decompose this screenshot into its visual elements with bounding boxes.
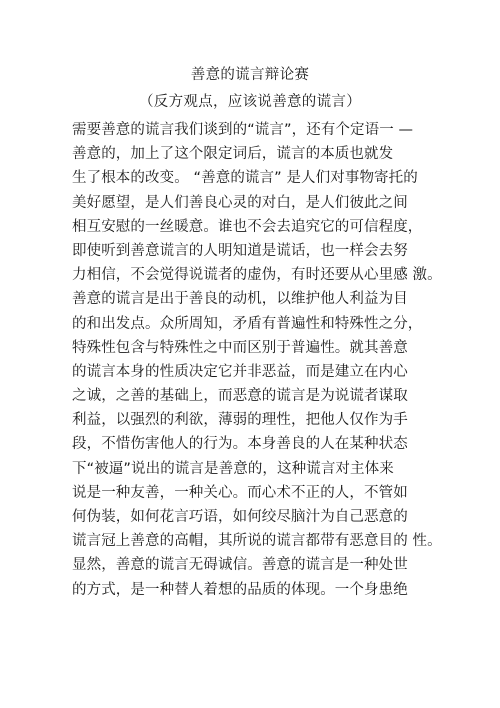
body-text-line: 谎言冠上善意的高帽，其所说的谎言都带有恶意目的 性。	[72, 533, 442, 550]
document-subtitle: （反方观点，应该说善意的谎言）	[139, 94, 361, 110]
body-text-line: 需要善意的谎言我们谈到的“谎言”，还有个定语一 —	[72, 122, 414, 138]
body-text-line: 特殊性包含与特殊性之中而区别于普遍性。就其善意	[72, 339, 408, 356]
body-text-line: 何伪装，如何花言巧语，如何绞尽脑汁为自己恶意的	[72, 509, 408, 525]
body-text-line: 生了根本的改变。 “善意的谎言” 是人们对事物寄托的	[72, 170, 418, 187]
body-text-line: 即使听到善意谎言的人明知道是谎话，也一样会去努	[72, 242, 408, 259]
body-text-line: 善意的，加上了这个限定词后，谎言的本质也就发	[72, 146, 394, 163]
body-text-line: 的谎言本身的性质决定它并非恶益，而是建立在内心	[72, 363, 408, 380]
body-text-line: 之诚，之善的基础上，而恶意的谎言是为说谎者谋取	[72, 388, 408, 405]
document-body	[72, 118, 492, 602]
body-text-line: 段，不惜伤害他人的行为。本身善良的人在某种状态	[72, 436, 408, 453]
body-text-line: 的方式，是一种替人着想的品质的体现。一个身患绝	[72, 581, 408, 598]
body-text-line: 善意的谎言是出于善良的动机，以维护他人利益为目	[72, 291, 408, 308]
body-text-line: 相互安慰的一丝暖意。谁也不会去追究它的可信程度，	[72, 218, 423, 235]
body-text-line: 说是一种友善，一种关心。而心术不正的人，不管如	[72, 484, 408, 501]
body-text-line: 美好愿望，是人们善良心灵的对白，是人们彼此之间	[72, 194, 408, 211]
body-text-line: 力相信，不会觉得说谎者的虚伪，有时还要从心里感 激。	[72, 267, 442, 284]
body-text-line: 利益，以强烈的利欲，薄弱的理性，把他人仅作为手	[72, 412, 408, 429]
body-text-line: 下“被逼”说出的谎言是善意的，这种谎言对主体来	[72, 460, 394, 477]
body-text-line: 显然，善意的谎言无碍诚信。善意的谎言是一种处世	[72, 557, 408, 574]
body-text-line: 的和出发点。众所周知，矛盾有普遍性和特殊性之分，	[72, 315, 423, 332]
document-title: 善意的谎言辩论赛	[190, 67, 310, 83]
